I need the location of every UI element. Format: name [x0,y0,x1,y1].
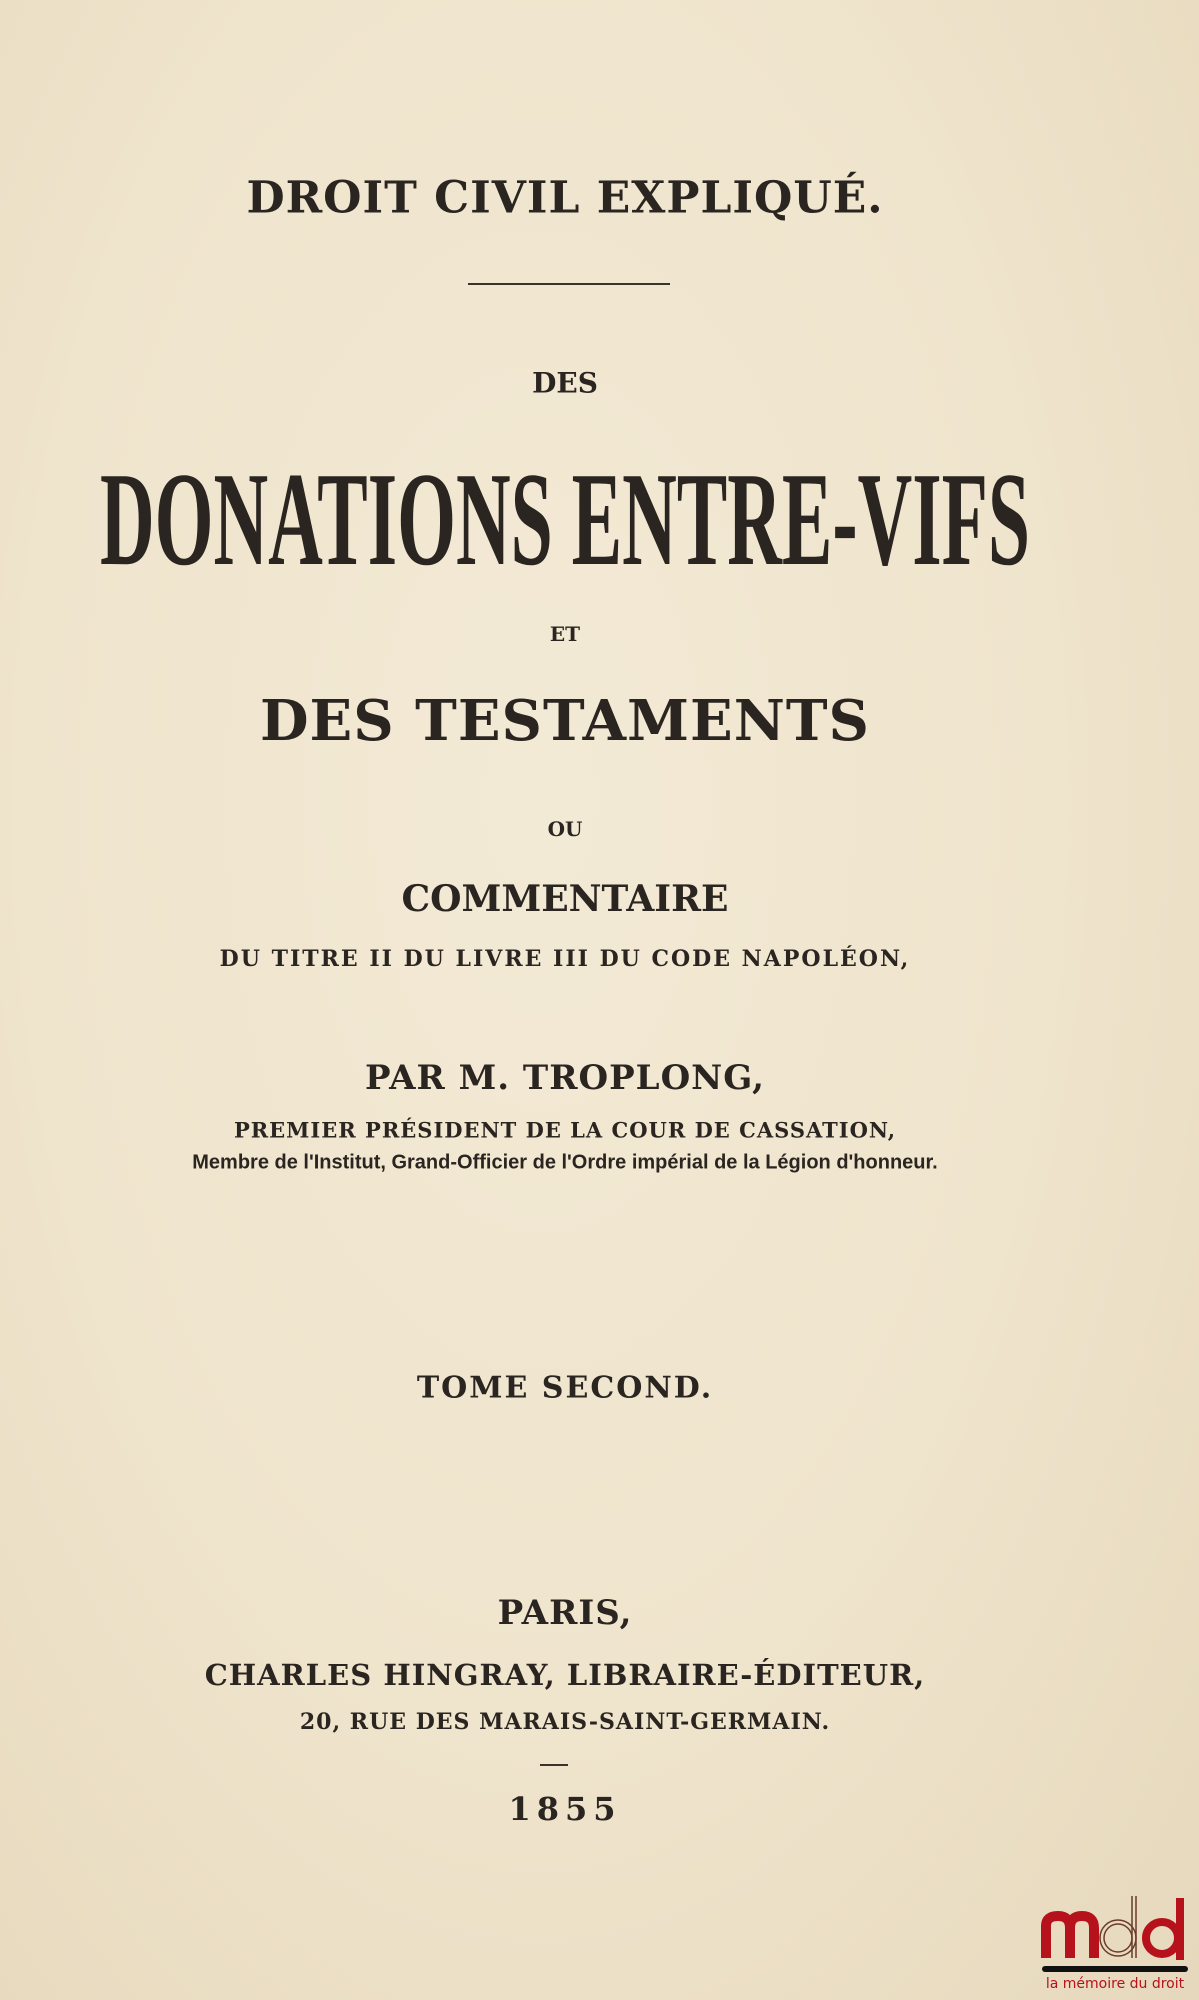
address: 20, RUE DES MARAIS-SAINT-GERMAIN. [299,1709,831,1735]
divider [468,283,670,285]
subtitle: DES TESTAMENTS [259,688,870,754]
mdd-logo [1040,1888,1190,1998]
author-title: PREMIER PRÉSIDENT DE LA COUR DE CASSATION, [233,1117,897,1143]
logo-tagline: la mémoire du droit [1045,1976,1185,1992]
commentaire: COMMENTAIRE [401,878,729,920]
mdd-logo-mark [1040,1888,1190,1974]
volume: TOME SECOND. [416,1370,714,1406]
series-title: DROIT CIVIL EXPLIQUÉ. [246,172,884,224]
author: PAR M. TROPLONG, [365,1058,765,1098]
main-title: DONATIONS ENTRE-VIFS [100,462,1030,574]
main-title-graphic [100,462,1030,574]
ou-label: OU [547,817,583,841]
commentaire-detail: DU TITRE II DU LIVRE III DU CODE NAPOLÉON, [219,946,911,972]
des-label: DES [532,366,598,400]
short-divider [540,1764,568,1766]
et-label: ET [549,622,581,646]
author-honors: Membre de l'Institut, Grand-Officier de l'Ordre impérial de la Légion d'honneur. [192,1151,938,1174]
publisher: CHARLES HINGRAY, LIBRAIRE-ÉDITEUR, [204,1658,926,1692]
year: 1855 [508,1790,622,1828]
city: PARIS, [497,1593,633,1633]
